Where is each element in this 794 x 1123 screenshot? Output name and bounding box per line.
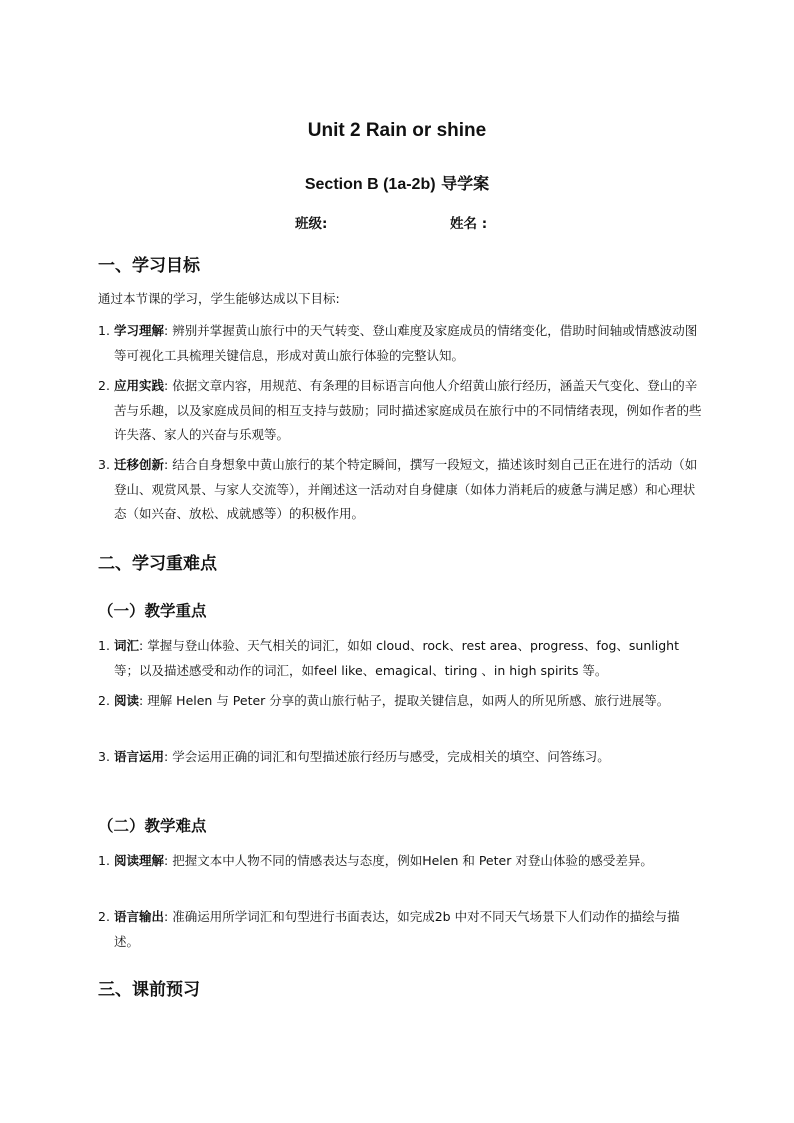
item-text: 把握文本中人物不同的情感表达与态度，例如Helen 和 Peter 对登山体验的感受差异。 (172, 853, 653, 868)
item-number: 2. (98, 693, 110, 708)
item-label: 阅读理解 (114, 853, 165, 868)
difficulty-item (98, 905, 704, 954)
item-label: 词汇 (114, 638, 140, 653)
subtitle-suffix: 导学案 (435, 174, 490, 193)
item-label: 阅读 (114, 693, 140, 708)
focus-item (98, 689, 704, 714)
item-number: 2. (98, 909, 110, 924)
item-separator: : (164, 457, 173, 472)
item-text: 准确运用所学词汇和句型进行书面表达，如完成2b 中对不同天气场景下人们动作的描绘与描述。 (114, 909, 680, 949)
item-text: 辨别并掌握黄山旅行中的天气转变、登山难度及家庭成员的情绪变化，借助时间轴或情感波动图等可视化工具梳理关键信息，形成对黄山旅行体验的完整认知。 (114, 323, 698, 363)
document-subtitle (0, 171, 794, 194)
item-separator: : (164, 749, 173, 764)
item-separator: : (164, 323, 173, 338)
section-heading-key-points: 二、学习重难点 (98, 554, 217, 574)
focus-item (98, 745, 704, 770)
item-label: 学习理解 (114, 323, 165, 338)
class-name-line (0, 212, 794, 232)
subtitle-section: Section B (1a-2b) (304, 176, 436, 193)
item-separator: : (164, 909, 173, 924)
section-heading-preview: 三、课前预习 (98, 980, 200, 1000)
class-label: 班级: (295, 216, 328, 232)
item-number: 1. (98, 638, 110, 653)
item-number: 1. (98, 323, 110, 338)
item-text: 掌握与登山体验、天气相关的词汇，如如 cloud、rock、rest area、progress、fog、sunlight 等；以及描述感受和动作的词汇，如feel like、emagical、tiring 、in high spirits 等。 (114, 638, 679, 678)
item-text: 学会运用正确的词汇和句型描述旅行经历与感受，完成相关的填空、问答练习。 (172, 749, 610, 764)
item-separator: : (139, 693, 148, 708)
item-number: 3. (98, 749, 110, 764)
objectives-intro: 通过本节课的学习，学生能够达成以下目标: (98, 291, 340, 306)
item-text: 结合自身想象中黄山旅行的某个特定瞬间，撰写一段短文，描述该时刻自己正在进行的活动（如登山、观赏风景、与家人交流等），并阐述这一活动对自身健康（如体力消耗后的疲惫与满足感）和心理状态（如兴奋、放松、成就感等）的积极作用。 (114, 457, 698, 521)
document-title: Unit 2 Rain or shine (307, 120, 487, 141)
difficulty-item (98, 849, 704, 874)
item-separator: : (164, 378, 173, 393)
subsection-heading-difficulties: （二）教学难点 (98, 817, 207, 835)
item-number: 3. (98, 457, 110, 472)
objective-item (98, 374, 704, 448)
item-label: 语言输出 (114, 909, 165, 924)
item-number: 2. (98, 378, 110, 393)
item-label: 应用实践 (114, 378, 165, 393)
objective-item (98, 453, 704, 527)
subsection-heading-focus: （一）教学重点 (98, 602, 207, 620)
focus-item (98, 634, 704, 683)
section-heading-objectives: 一、学习目标 (98, 256, 200, 276)
item-label: 语言运用 (114, 749, 165, 764)
item-text: 依据文章内容，用规范、有条理的目标语言向他人介绍黄山旅行经历，涵盖天气变化、登山的辛苦与乐趣，以及家庭成员间的相互支持与鼓励；同时描述家庭成员在旅行中的不同情绪表现，例如作者的些许失落、家人的兴奋与乐观等。 (114, 378, 702, 442)
item-number: 1. (98, 853, 110, 868)
item-separator: : (139, 638, 148, 653)
item-separator: : (164, 853, 173, 868)
name-label: 姓名 : (450, 216, 488, 232)
objective-item (98, 319, 704, 368)
item-text: 理解 Helen 与 Peter 分享的黄山旅行帖子，提取关键信息，如两人的所见所感、旅行进展等。 (147, 693, 670, 708)
item-label: 迁移创新 (114, 457, 165, 472)
